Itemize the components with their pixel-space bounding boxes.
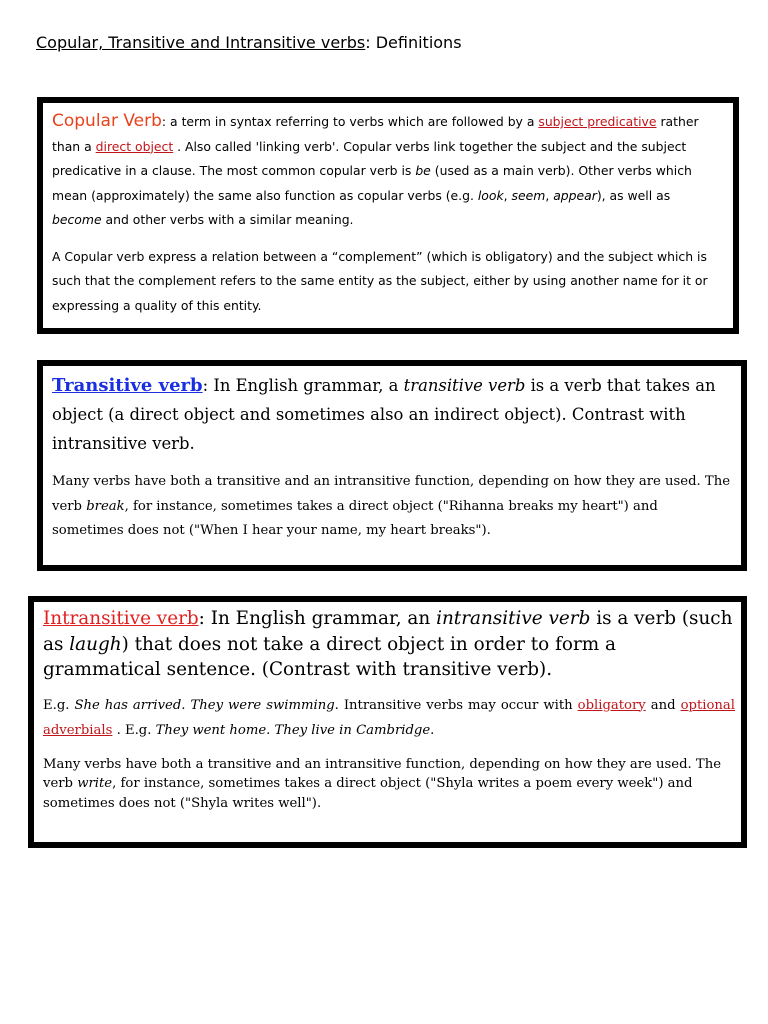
intransitive-eg-text: Intransitive verbs may occur with (338, 697, 578, 713)
intransitive-definition (43, 606, 735, 683)
copular-explanation: A Copular verb express a relation between a “complement” (which is obligatory) and the subject which is such that the complement refers to the same entity as the subject, either by using another name for it or expressing a quality of this entity. (52, 248, 708, 313)
copular-text: ), as well as (596, 187, 671, 203)
transitive-verb-box (37, 360, 747, 571)
intransitive-eg-text: and (645, 697, 681, 713)
page-title-main: Copular, Transitive and Intransitive verbs (36, 33, 366, 52)
intransitive-term: Intransitive verb (43, 608, 199, 629)
transitive-text: : In English grammar, a (202, 376, 404, 395)
direct-object-link[interactable]: direct object (95, 138, 174, 154)
copular-text: . Also called 'linking verb'. Copular verbs link together the subject and the subject predicative in a clause. The most common copular verb is (52, 138, 687, 178)
intransitive-verb-box (28, 596, 747, 848)
transitive-italic: transitive verb (403, 376, 526, 395)
intransitive-eg-italic: They went home. They live in Cambridge. (155, 722, 435, 738)
copular-definition (52, 109, 723, 233)
copular-text: : a term in syntax referring to verbs which are followed by a (161, 114, 539, 129)
page-title (36, 32, 462, 54)
copular-example-seem: seem (511, 187, 546, 203)
intransitive-text: is a verb (such as (43, 608, 733, 655)
copular-text: rather than a (52, 114, 699, 154)
transitive-example-break: break (86, 498, 125, 514)
optional-adverbials-link[interactable]: optional adverbials (43, 697, 735, 738)
transitive-definition (52, 371, 731, 458)
intransitive-eg-text: E.g. (43, 697, 75, 713)
transitive-body-text: , for instance, sometimes takes a direct object ("Rihanna breaks my heart") and sometimes does not ("When I hear your name, my heart breaks"). (52, 498, 658, 538)
intransitive-eg-italic: She has arrived. They were swimming. (74, 697, 339, 713)
intransitive-body-text: , for instance, sometimes takes a direct object ("Shyla writes a poem every week") and sometimes does not ("Shyla writes well"). (43, 776, 693, 811)
intransitive-text: : In English grammar, an (198, 608, 437, 629)
intransitive-italic: intransitive verb (436, 608, 591, 629)
intransitive-explanation (43, 755, 735, 814)
transitive-text: is a verb that takes an object (a direct object and sometimes also an indirect object). Contrast with intransitive verb. (52, 376, 716, 453)
copular-example-be: be (415, 163, 431, 178)
copular-verb-box (37, 97, 739, 334)
transitive-explanation (52, 470, 731, 544)
intransitive-example-write: write (77, 776, 113, 791)
intransitive-body-text: Many verbs have both a transitive and an intransitive function, depending on how they are used. The verb (43, 756, 722, 791)
intransitive-text: ) that does not take a direct object in order to form a grammatical sentence. (Contrast with transitive verb). (43, 633, 617, 680)
intransitive-examples (43, 693, 735, 743)
copular-text: , (503, 187, 512, 203)
copular-example-become: become (52, 212, 102, 227)
obligatory-link[interactable]: obligatory (577, 697, 646, 713)
intransitive-example-laugh: laugh (69, 633, 122, 655)
copular-term: Copular Verb (52, 111, 162, 131)
intransitive-eg-text: . E.g. (112, 722, 156, 738)
copular-text: (used as a main verb). Other verbs which mean (approximately) the same also function as copular verbs (e.g. (52, 163, 692, 203)
copular-example-look: look (477, 187, 504, 203)
copular-text: , (545, 187, 554, 203)
subject-predicative-link[interactable]: subject predicative (538, 114, 657, 129)
transitive-body-text: Many verbs have both a transitive and an intransitive function, depending on how they are used. The verb (52, 474, 731, 514)
copular-example-appear: appear (553, 187, 597, 203)
page-title-suffix: : Definitions (365, 33, 462, 52)
transitive-term: Transitive verb (52, 375, 203, 396)
copular-text: and other verbs with a similar meaning. (101, 212, 354, 227)
